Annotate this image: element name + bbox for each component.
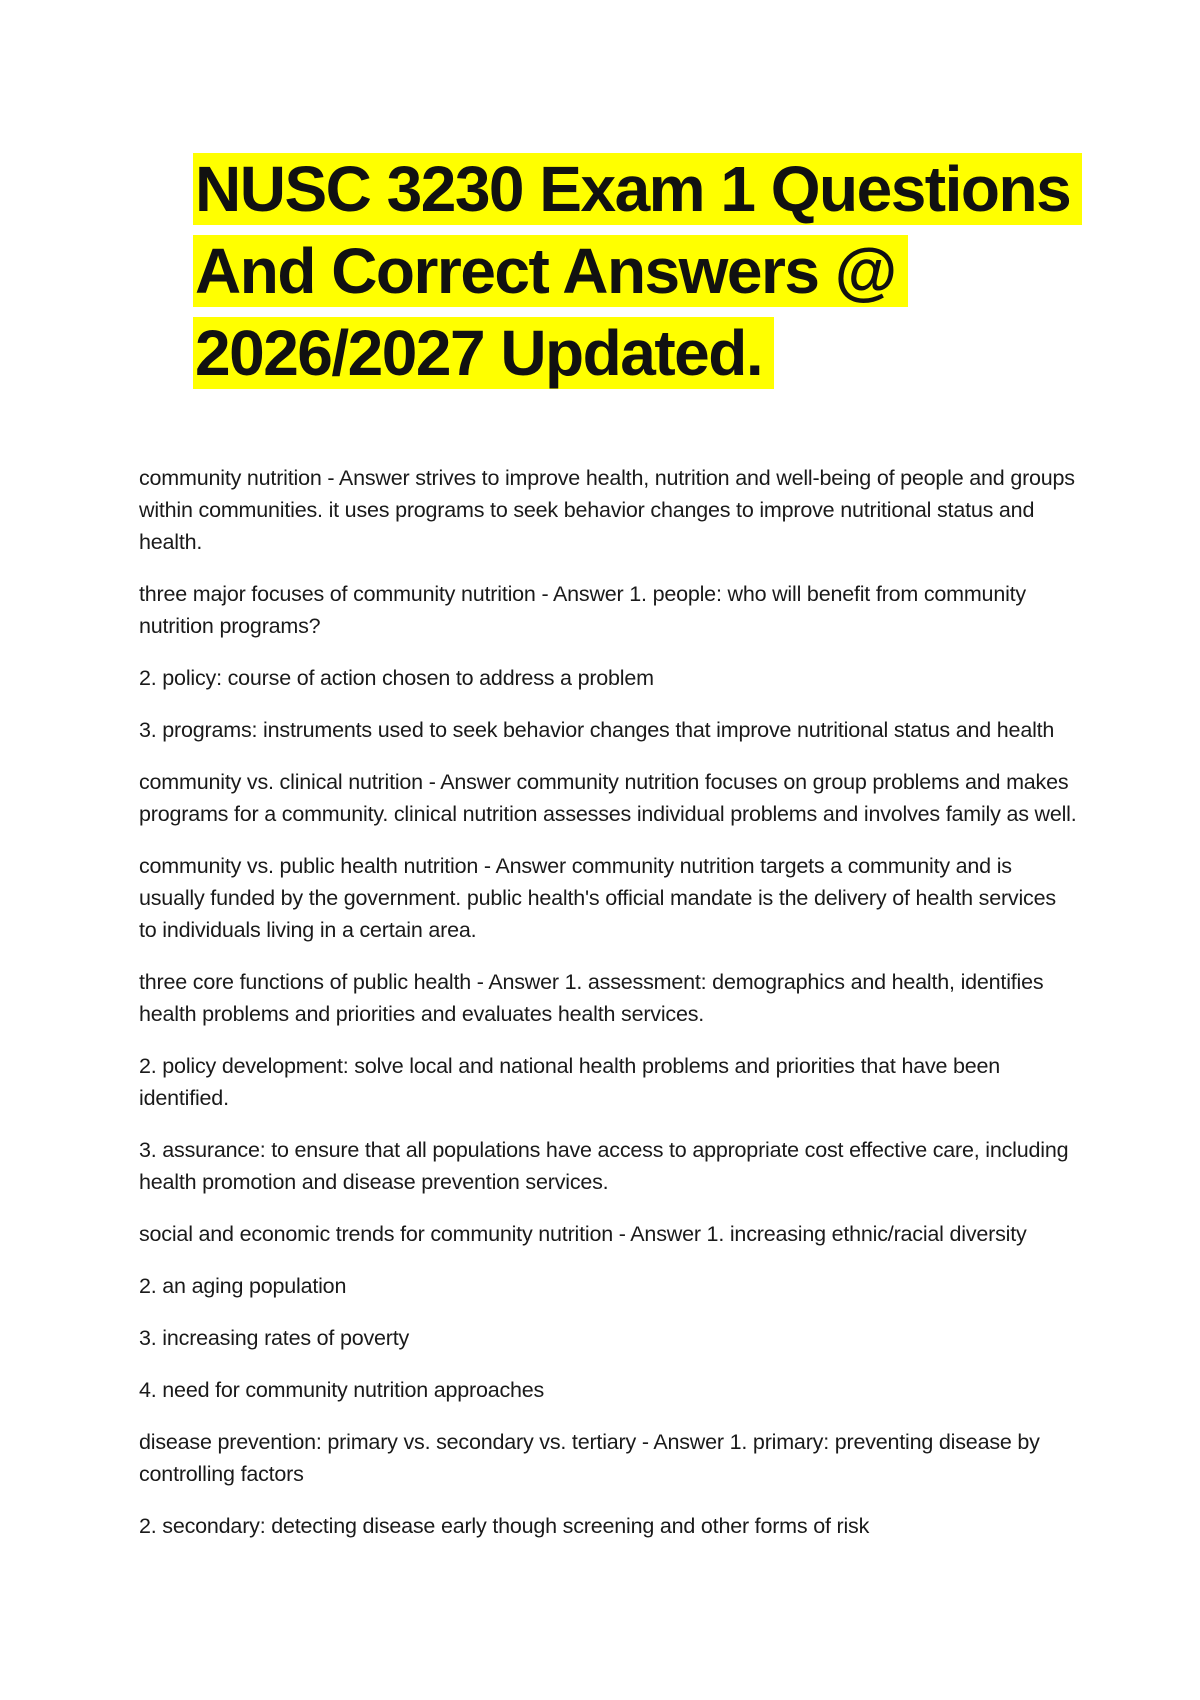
paragraph: 2. secondary: detecting disease early though screening and other forms of risk <box>139 1514 870 1538</box>
paragraph: 2. an aging population <box>139 1274 347 1298</box>
paragraph: disease prevention: primary vs. secondary vs. tertiary - Answer 1. primary: preventing disease by controlling factors <box>139 1430 1040 1486</box>
paragraph: 2. policy: course of action chosen to address a problem <box>139 666 654 690</box>
paragraph: three major focuses of community nutrition - Answer 1. people: who will benefit from community nutrition programs? <box>139 582 1026 638</box>
title-line-text: NUSC 3230 Exam 1 Questions <box>193 153 1082 225</box>
title-line-text: And Correct Answers @ <box>193 235 908 307</box>
title-line-text: 2026/2027 Updated. <box>193 317 774 389</box>
paragraph: 3. assurance: to ensure that all populations have access to appropriate cost effective care, including health promotion and disease prevention services. <box>139 1138 1069 1194</box>
document-title <box>193 150 1073 396</box>
title-line <box>193 150 1073 228</box>
paragraph: 3. increasing rates of poverty <box>139 1326 410 1350</box>
title-line <box>193 232 1073 310</box>
paragraph: 3. programs: instruments used to seek behavior changes that improve nutritional status and health <box>139 718 1055 742</box>
paragraph: community vs. clinical nutrition - Answer community nutrition focuses on group problems and makes programs for a community. clinical nutrition assesses individual problems and involves family as well. <box>139 770 1077 826</box>
paragraph: community vs. public health nutrition - Answer community nutrition targets a community and is usually funded by the government. public health's official mandate is the delivery of health services to individuals living in a certain area. <box>139 854 1056 942</box>
paragraph: 4. need for community nutrition approaches <box>139 1378 545 1402</box>
document-body <box>139 462 1079 1562</box>
paragraph: 2. policy development: solve local and national health problems and priorities that have been identified. <box>139 1054 1001 1110</box>
title-line <box>193 314 1073 392</box>
paragraph: community nutrition - Answer strives to improve health, nutrition and well-being of people and groups within communities. it uses programs to seek behavior changes to improve nutritional status and health. <box>139 466 1075 554</box>
paragraph: social and economic trends for community nutrition - Answer 1. increasing ethnic/racial diversity <box>139 1222 1027 1246</box>
paragraph: three core functions of public health - Answer 1. assessment: demographics and health, identifies health problems and priorities and evaluates health services. <box>139 970 1044 1026</box>
